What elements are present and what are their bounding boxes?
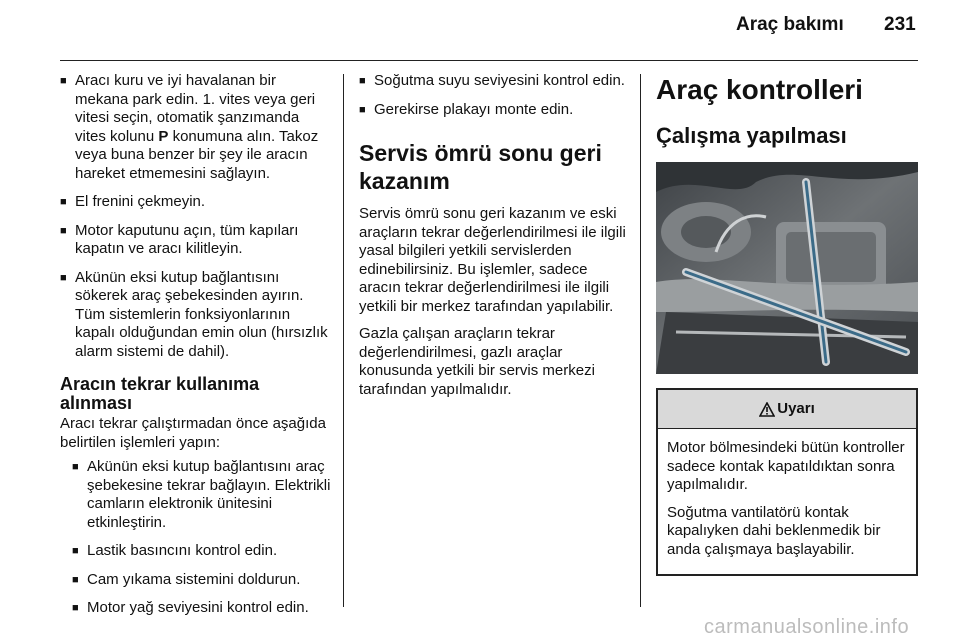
gear-position-p: P bbox=[158, 127, 169, 145]
list-item: ■ Lastik basıncını kontrol edin. bbox=[72, 542, 332, 561]
storage-steps-list bbox=[60, 72, 332, 361]
paragraph: Servis ömrü sonu geri kazanım ve eski araçların tekrar değerlendirilmesi ile ilgili yasal bilgileri yetkili servislerden edinebilirsiniz. Bu işlemler, sadece aracın tekrar değerlendirilmesi ile ilgili yetkili bir merkez tarafından yapılabilir. bbox=[359, 205, 626, 315]
list-item: ■ Gerekirse plakayı monte edin. bbox=[359, 101, 627, 120]
list-item-text: Aracı kuru ve iyi havalanan bir mekana park edin. 1. vites veya geri vitesi seçin, otomatik şanzımanda vites kolunu bbox=[75, 72, 316, 145]
continued-steps-list bbox=[359, 72, 627, 119]
column-divider-2 bbox=[640, 74, 641, 607]
warning-paragraph: Motor bölmesindeki bütün kontroller sadece kontak kapatıldıktan sonra yapılmalıdır. bbox=[667, 439, 905, 493]
list-item: ■ Akünün eksi kutup bağlantısını araç şebekesine tekrar bağlayın. Elektrikli camların elektronik ünitesini etkinleştirin. bbox=[72, 458, 332, 532]
chapter-heading: Araç kontrolleri bbox=[656, 74, 863, 105]
list-item: ■ El frenini çekmeyin. bbox=[60, 193, 332, 212]
paragraph: Gazla çalışan araçların tekrar değerlendirilmesi, gazlı araçlar konusunda yetkili bir servis merkezi tarafından yapılmalıdır. bbox=[359, 325, 595, 398]
engine-bay-illustration bbox=[656, 162, 918, 374]
list-item-text-tail: konumuna alın. Takoz veya buna benzer bir şey ile aracın hareket etmemesini sağlayın. bbox=[75, 127, 319, 182]
section-heading: Servis ömrü sonu geri kazanım bbox=[359, 140, 602, 194]
list-item: ■ Motor yağ seviyesini kontrol edin. bbox=[72, 599, 332, 618]
list-item: ■ Cam yıkama sistemini doldurun. bbox=[72, 571, 332, 590]
header-divider bbox=[60, 60, 918, 61]
warning-body bbox=[658, 429, 916, 574]
section-title: Araç bakımı bbox=[736, 14, 844, 35]
watermark: carmanualsonline.info bbox=[704, 616, 910, 638]
warning-box bbox=[656, 388, 918, 576]
warning-title: Uyarı bbox=[777, 400, 815, 417]
column-divider-1 bbox=[343, 74, 344, 607]
page-number: 231 bbox=[884, 14, 916, 35]
section-heading: Aracın tekrar kullanıma alınması bbox=[60, 374, 260, 413]
list-item: ■ Soğutma suyu seviyesini kontrol edin. bbox=[359, 72, 627, 91]
warning-paragraph: Soğutma vantilatörü kontak kapalıyken dahi beklenmedik bir anda çalışmaya başlayabilir. bbox=[667, 503, 881, 558]
column-3 bbox=[656, 72, 920, 576]
warning-triangle-icon bbox=[759, 402, 775, 417]
column-2 bbox=[359, 72, 627, 408]
intro-paragraph: Aracı tekrar çalıştırmadan önce aşağıda belirtilen işlemleri yapın: bbox=[60, 415, 326, 451]
list-item: ■ Motor kaputunu açın, tüm kapıları kapatın ve aracı kilitleyin. bbox=[60, 222, 332, 259]
subsection-heading: Çalışma yapılması bbox=[656, 123, 847, 148]
list-item: ■ Akünün eksi kutup bağlantısını sökerek araç şebekesinden ayırın. Tüm sistemlerin fonksiyonlarının kapalı olduğundan emin olun (hırsızlık alarm sistemi de dahil). bbox=[60, 269, 332, 362]
column-1 bbox=[60, 72, 332, 628]
engine-bay-photo bbox=[656, 162, 918, 374]
recommissioning-steps-list bbox=[60, 458, 332, 618]
warning-header bbox=[658, 390, 916, 429]
list-item bbox=[60, 72, 332, 183]
